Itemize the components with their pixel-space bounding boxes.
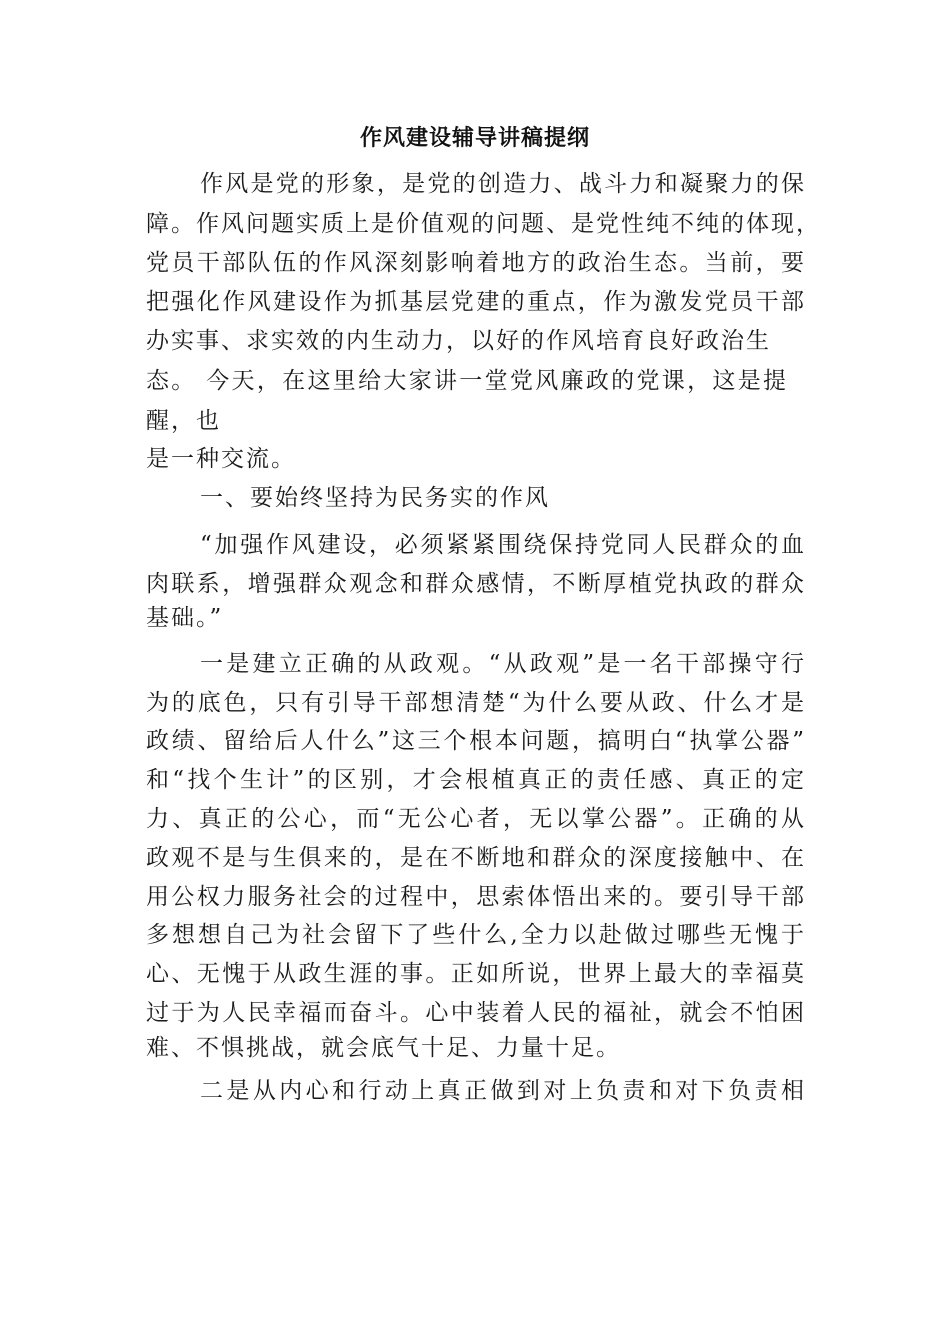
- paragraph-line: 过于为人民幸福而奋斗。心中装着人民的福祉，就会不怕困: [146, 1000, 806, 1026]
- paragraph-line: 政观不是与生俱来的，是在不断地和群众的深度接触中、在: [146, 845, 806, 871]
- paragraph-line: 用公权力服务社会的过程中，思索体悟出来的。要引导干部: [146, 884, 806, 910]
- section-heading: 一、要始终坚持为民务实的作风: [200, 485, 550, 511]
- paragraph-line: 多想想自己为社会留下了些什么,全力以赴做过哪些无愧于: [146, 922, 806, 948]
- paragraph-line: 肉联系，增强群众观念和群众感情，不断厚植党执政的群众: [146, 571, 806, 597]
- paragraph-line: 障。作风问题实质上是价值观的问题、是党性纯不纯的体现，: [146, 211, 821, 237]
- paragraph-line: 把强化作风建设作为抓基层党建的重点，作为激发党员干部: [146, 289, 806, 315]
- document-title: 作风建设辅导讲稿提纲: [359, 126, 590, 151]
- paragraph-line: 醒，也: [146, 408, 221, 434]
- paragraph-line: 和“找个生计”的区别，才会根植真正的责任感、真正的定: [146, 767, 806, 793]
- paragraph-line: 办实事、求实效的内生动力，以好的作风培育良好政治生: [146, 328, 771, 354]
- paragraph-line: 基础。”: [146, 605, 224, 631]
- paragraph-line: 二是从内心和行动上真正做到对上负责和对下负责相: [200, 1078, 806, 1104]
- paragraph-line: 难、不惧挑战，就会底气十足、力量十足。: [146, 1035, 621, 1061]
- paragraph-line: 一是建立正确的从政观。“从政观”是一名干部操守行: [200, 651, 806, 677]
- paragraph-line: 是一种交流。: [146, 446, 296, 472]
- paragraph-line: “加强作风建设，必须紧紧围绕保持党同人民群众的血: [200, 532, 806, 558]
- paragraph-line: 作风是党的形象，是党的创造力、战斗力和凝聚力的保: [200, 171, 806, 197]
- paragraph-line: 政绩、留给后人什么”这三个根本问题，搞明白“执掌公器”: [146, 728, 806, 754]
- paragraph-line: 态。 今天，在这里给大家讲一堂党风廉政的党课，这是提: [146, 368, 788, 394]
- paragraph-line: 力、真正的公心，而“无公心者，无以掌公器”。正确的从: [146, 806, 806, 832]
- paragraph-line: 党员干部队伍的作风深刻影响着地方的政治生态。当前，要: [146, 250, 806, 276]
- paragraph-line: 心、无愧于从政生涯的事。正如所说，世界上最大的幸福莫: [146, 961, 806, 987]
- paragraph-line: 为的底色，只有引导干部想清楚“为什么要从政、什么才是: [146, 690, 806, 716]
